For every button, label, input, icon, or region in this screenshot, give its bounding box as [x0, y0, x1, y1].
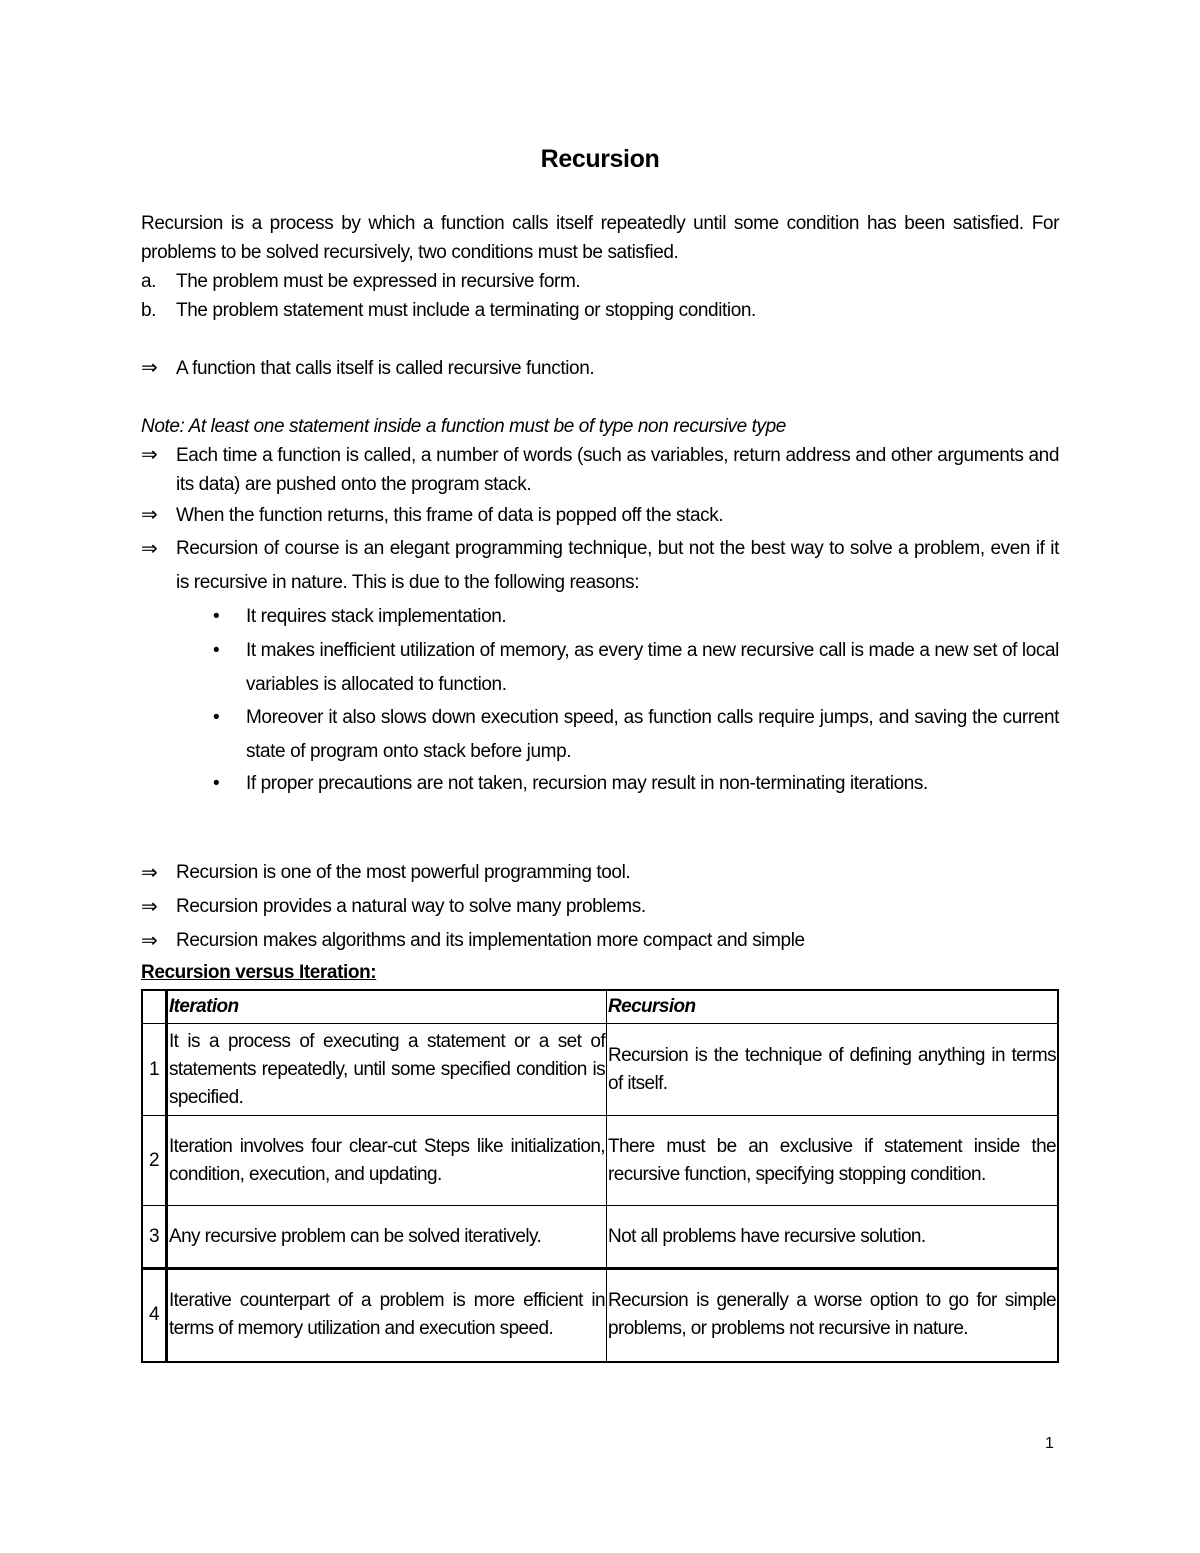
intro-paragraph: Recursion is a process by which a function calls itself repeatedly until some condition has been satisfied. For problems to be solved recursively, two conditions must be satisfied. [141, 213, 1059, 263]
recursion-cell: Not all problems have recursive solution. [607, 1206, 1059, 1269]
bullet-icon: • [213, 640, 220, 661]
list-label: a. [141, 271, 157, 292]
point-item [141, 856, 1059, 890]
comparison-table [141, 989, 1059, 1363]
iteration-cell: Iteration involves four clear-cut Steps like initialization, condition, execution, and updating. [167, 1116, 607, 1206]
arrow-icon: ⇒ [141, 538, 158, 560]
table-row [142, 1024, 1058, 1116]
column-header: Iteration [167, 990, 607, 1024]
page-number: 1 [1045, 1435, 1054, 1452]
condition-item [141, 296, 1059, 325]
arrow-icon: ⇒ [141, 444, 158, 466]
iteration-cell: Iterative counterpart of a problem is more efficient in terms of memory utilization and execution speed. [167, 1269, 607, 1362]
reason-item [213, 701, 1059, 769]
point-item [141, 501, 1059, 530]
reason-item [213, 769, 1059, 798]
arrow-icon: ⇒ [141, 357, 158, 379]
reason-item [213, 634, 1059, 702]
point-item [141, 924, 1059, 958]
point-item [141, 532, 1059, 600]
table-header-row [142, 990, 1058, 1024]
condition-text: The problem statement must include a terminating or stopping condition. [176, 300, 756, 321]
list-label: b. [141, 300, 157, 321]
bullet-icon: • [213, 707, 220, 728]
reason-text: It requires stack implementation. [246, 606, 507, 627]
bullet-icon: • [213, 773, 220, 794]
arrow-icon: ⇒ [141, 930, 158, 952]
row-number: 1 [142, 1024, 167, 1116]
point-text: Recursion makes algorithms and its implementation more compact and simple [176, 930, 805, 951]
row-number: 4 [142, 1269, 167, 1362]
column-header: Recursion [607, 990, 1059, 1024]
table-row [142, 1116, 1058, 1206]
row-number: 3 [142, 1206, 167, 1269]
iteration-cell: Any recursive problem can be solved iteratively. [167, 1206, 607, 1269]
row-number: 2 [142, 1116, 167, 1206]
iteration-cell: It is a process of executing a statement or a set of statements repeatedly, until some specified condition is specified. [167, 1024, 607, 1116]
definition-point [141, 354, 1059, 383]
table-row [142, 1269, 1058, 1362]
point-item [141, 890, 1059, 924]
bullet-icon: • [213, 606, 220, 627]
point-text: Recursion is one of the most powerful programming tool. [176, 862, 631, 883]
arrow-icon: ⇒ [141, 896, 158, 918]
point-text: Recursion of course is an elegant programming technique, but not the best way to solve a problem, even if it is recursive in nature. This is due to the following reasons: [176, 538, 1059, 593]
arrow-icon: ⇒ [141, 504, 158, 526]
point-item [141, 441, 1059, 499]
number-header [142, 990, 167, 1024]
note: Note: At least one statement inside a function must be of type non recursive type [141, 416, 786, 437]
point-text: A function that calls itself is called recursive function. [176, 358, 595, 379]
condition-item [141, 267, 1059, 296]
reason-text: If proper precautions are not taken, recursion may result in non-terminating iterations. [246, 773, 928, 794]
reason-text: It makes inefficient utilization of memory, as every time a new recursive call is made a new set of local variables is allocated to function. [246, 640, 1059, 695]
point-text: When the function returns, this frame of data is popped off the stack. [176, 505, 724, 526]
page-title: Recursion [540, 145, 660, 173]
recursion-cell: There must be an exclusive if statement inside the recursive function, specifying stopping condition. [607, 1116, 1059, 1206]
reason-item [213, 600, 1059, 634]
table-heading: Recursion versus Iteration: [141, 962, 377, 983]
arrow-icon: ⇒ [141, 862, 158, 884]
recursion-cell: Recursion is the technique of defining anything in terms of itself. [607, 1024, 1059, 1116]
point-text: Recursion provides a natural way to solve many problems. [176, 896, 646, 917]
point-text: Each time a function is called, a number of words (such as variables, return address and other arguments and its data) are pushed onto the program stack. [176, 445, 1059, 495]
recursion-cell: Recursion is generally a worse option to go for simple problems, or problems not recursive in nature. [607, 1269, 1059, 1362]
condition-text: The problem must be expressed in recursive form. [176, 271, 581, 292]
reason-text: Moreover it also slows down execution speed, as function calls require jumps, and saving the current state of program onto stack before jump. [246, 707, 1059, 762]
table-row [142, 1206, 1058, 1269]
conditions-list [141, 267, 1059, 325]
